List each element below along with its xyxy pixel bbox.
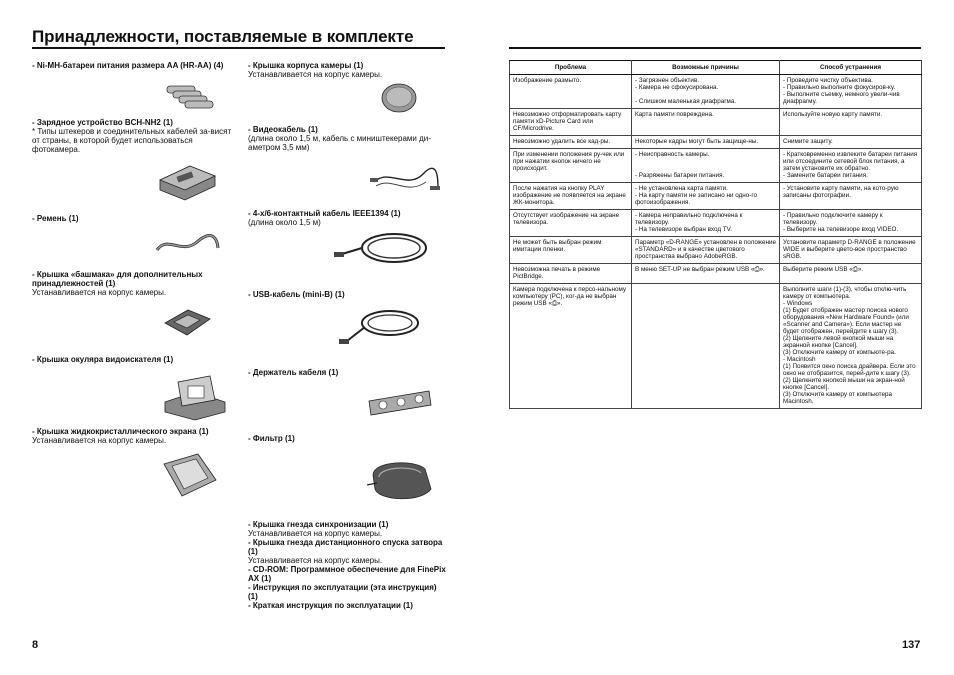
cell-line: (1) Появится окно поиска драйвера. Если это окно не отобразится, перей-дите к шагу (3). <box>783 363 916 377</box>
table-row <box>510 284 922 409</box>
accessory-label: - Зарядное устройство BCH-NH2 (1) <box>32 118 173 127</box>
cell-line: - Загрязнен объектив. <box>635 77 700 84</box>
accessory-label: - USB-кабель (mini-B) (1) <box>248 290 345 299</box>
cell-line: В меню SET-UP не выбран режим USB «⎙». <box>635 266 765 273</box>
cell-line: Некоторые кадры могут быть защище-ны. <box>635 138 759 145</box>
accessory-ieee1394-cable <box>248 209 448 227</box>
cell-fixes <box>780 136 922 149</box>
accessory-note: Устанавливается на корпус камеры. <box>248 529 383 538</box>
table-body <box>510 75 922 409</box>
header-rule <box>509 47 921 49</box>
cell-line: Установите параметр D-RANGE в положение WIDE и выберите цвето-вое пространство sRGB. <box>783 239 916 260</box>
eyepiece-cover-illustration <box>160 372 230 422</box>
cell-causes <box>632 109 780 136</box>
accessory-batteries <box>32 61 232 70</box>
accessory-body-cap <box>248 61 448 79</box>
cell-problem <box>510 109 632 136</box>
cell-line: - Выберите на телевизоре вход VIDEO. <box>783 226 899 233</box>
cell-causes <box>632 264 780 284</box>
header-problem: Проблема <box>510 61 632 75</box>
accessory-label: - CD-ROM: Программное обеспечение для FinePix AX (1) <box>248 565 446 583</box>
cell-fixes <box>780 75 922 109</box>
cell-line: Выполните шаги (1)-(3), чтобы отклю-чить камеру от компьютера. <box>783 286 907 300</box>
cell-line: - Windows <box>783 300 813 307</box>
header-fixes: Способ устранения <box>780 61 922 75</box>
cell-line: Карта памяти повреждена. <box>635 111 714 118</box>
cell-causes <box>632 210 780 237</box>
cell-line: - Проведите чистку объектива. <box>783 77 873 84</box>
accessory-sync-cover <box>248 520 448 538</box>
lcd-cover-illustration <box>158 450 220 500</box>
cell-line: При изменении положения ру-чек или при нажатии кнопок ничего не происходит. <box>513 151 625 172</box>
cell-line <box>635 158 776 165</box>
cell-problem <box>510 264 632 284</box>
cell-fixes <box>780 284 922 409</box>
hotshoe-cover-illustration <box>160 305 215 340</box>
cell-line: - Macintosh <box>783 356 816 363</box>
accessory-label: - Ремень (1) <box>32 214 79 223</box>
troubleshooting-table <box>509 60 922 409</box>
accessory-hotshoe-cover <box>32 270 232 297</box>
cell-line: - На телевизоре выбран вход TV. <box>635 226 732 233</box>
cell-line: - Кратковременно извлеките батареи питания или отсоедините сетевой блок питания, а затем установите их обратно. <box>783 151 918 172</box>
accessory-label: - Ni-MH-батареи питания размера AA (HR-AA) (4) <box>32 61 224 70</box>
strap-illustration <box>152 230 222 260</box>
table-row <box>510 109 922 136</box>
cell-fixes <box>780 149 922 183</box>
accessory-label: - Фильтр (1) <box>248 434 295 443</box>
title-rule <box>32 47 445 49</box>
cable-holder-illustration <box>365 385 435 420</box>
cell-causes <box>632 284 780 409</box>
cell-line: - Правильно выполните фокусиров-ку. <box>783 84 896 91</box>
cell-line: - Разряжены батареи питания. <box>635 172 725 179</box>
cell-line: - Камера неправильно подключена к телевизору. <box>635 212 743 226</box>
page-number: 137 <box>902 639 921 651</box>
header-causes: Возможные причины <box>632 61 780 75</box>
cell-problem <box>510 284 632 409</box>
accessory-label: - Крышка жидкокристаллического экрана (1) <box>32 427 209 436</box>
cell-line: - Неисправность камеры. <box>635 151 710 158</box>
accessory-lcd-cover <box>32 427 232 445</box>
cell-line <box>635 286 776 293</box>
cell-line: - На карту памяти не записано ни одно-го фотоизображения. <box>635 192 758 206</box>
cell-fixes <box>780 237 922 264</box>
table-row <box>510 210 922 237</box>
accessory-label: - 4-х/6-контактный кабель IEEE1394 (1) <box>248 209 401 218</box>
cell-fixes <box>780 264 922 284</box>
accessory-note: Устанавливается на корпус камеры. <box>32 288 167 297</box>
usb-cable-illustration <box>335 305 425 350</box>
accessory-note: Устанавливается на корпус камеры. <box>248 556 383 565</box>
cell-causes <box>632 237 780 264</box>
accessory-label: - Крышка «башмака» для дополнительных принадлежностей (1) <box>32 270 203 288</box>
cell-line: Снимите защиту. <box>783 138 833 145</box>
accessory-label: - Крышка корпуса камеры (1) <box>248 61 364 70</box>
accessory-filter <box>248 434 448 443</box>
table-row <box>510 237 922 264</box>
cell-line: (1) Будет отображен мастер поиска нового оборудования «New Hardware Found» (или «Scanner and Camera»). Если мастер не будет отображен, перейдите к шагу (3). <box>783 307 909 335</box>
ieee1394-cable-illustration <box>332 226 432 268</box>
batteries-illustration <box>165 80 215 110</box>
cell-line: Камера подключена к персо-нальному компьютеру (PC), ког-да не выбран режим USB «⎙». <box>513 286 626 307</box>
accessory-note: (длина около 1,5 м) <box>248 218 321 227</box>
cell-line: (3) Отключите камеру от компьюте-ра. <box>783 349 896 356</box>
cell-line: - Не установлена карта памяти. <box>635 185 728 192</box>
cell-line: - Правильно подключите камеру к телевизору. <box>783 212 883 226</box>
cell-line: Используйте новую карту памяти. <box>783 111 883 118</box>
page-title: Принадлежности, поставляемые в комплекте <box>32 27 414 46</box>
cell-line: После нажатия на кнопку PLAY изображение не появляется на экране ЖК-монитора. <box>513 185 626 206</box>
cell-causes <box>632 75 780 109</box>
accessory-label: - Держатель кабеля (1) <box>248 368 339 377</box>
accessory-quick-guide <box>248 601 448 610</box>
cell-causes <box>632 183 780 210</box>
accessory-note: Устанавливается на корпус камеры. <box>32 436 167 445</box>
table-row <box>510 264 922 284</box>
cell-problem <box>510 210 632 237</box>
body-cap-illustration <box>380 82 418 114</box>
video-cable-illustration <box>368 160 443 200</box>
cell-line: Выберите режим USB «⎙». <box>783 266 864 273</box>
cell-line: (2) Щелкните кнопкой мыши на экран-ной кнопке [Cancel]. <box>783 377 905 391</box>
cell-line: - Слишком маленькая диафрагма. <box>635 98 737 105</box>
table-row <box>510 183 922 210</box>
cell-line: - Замените батареи питания. <box>783 172 868 179</box>
cell-line: - Установите карту памяти, на кото-рую записаны фотографии. <box>783 185 899 199</box>
accessory-label: - Крышка гнезда синхронизации (1) <box>248 520 389 529</box>
accessory-eyepiece-cover <box>32 355 232 364</box>
cell-line <box>635 165 776 172</box>
cell-line: Отсутствует изображение на экране телевизора. <box>513 212 620 226</box>
cell-line: Не может быть выбран режим имитации пленки. <box>513 239 602 253</box>
accessory-cable-holder <box>248 368 448 377</box>
accessory-label: - Видеокабель (1) <box>248 125 318 134</box>
cell-line: - Выполните съемку, немного увели-чив диафрагму. <box>783 91 900 105</box>
cell-line: Невозможно удалить все кад-ры. <box>513 138 611 145</box>
table-header-row <box>510 61 922 75</box>
accessory-cdrom <box>248 565 448 583</box>
table-row <box>510 149 922 183</box>
cell-line: - Камера не сфокусирована. <box>635 84 719 91</box>
cell-fixes <box>780 183 922 210</box>
cell-problem <box>510 136 632 149</box>
right-page <box>477 0 954 675</box>
accessory-remote-cover <box>248 538 448 565</box>
accessory-label: - Краткая инструкция по эксплуатации (1) <box>248 601 413 610</box>
accessory-charger <box>32 118 232 154</box>
accessory-label: - Инструкция по эксплуатации (эта инструкция) (1) <box>248 583 437 601</box>
accessory-label: - Крышка окуляра видоискателя (1) <box>32 355 174 364</box>
accessory-note: Устанавливается на корпус камеры. <box>248 70 383 79</box>
cell-causes <box>632 149 780 183</box>
accessory-manual <box>248 583 448 601</box>
cell-line: Параметр «D-RANGE» установлен в положение «STANDARD» и в качестве цветового пространства выбрано AdobeRGB. <box>635 239 776 260</box>
cell-line <box>635 91 776 98</box>
cell-line: Невозможно отформатировать карту памяти xD-Picture Card или CF/Microdrive. <box>513 111 622 132</box>
cell-fixes <box>780 109 922 136</box>
cell-line: (3) Отключите камеру от компьютера Macintosh. <box>783 391 892 405</box>
accessory-usb-cable <box>248 290 448 299</box>
accessory-note: * Типы штекеров и соединительных кабелей за-висят от страны, в которой будет использоваться фотокамера. <box>32 127 232 154</box>
cell-causes <box>632 136 780 149</box>
cell-problem <box>510 75 632 109</box>
cell-line: Невозможна печать в режиме PictBridge. <box>513 266 601 280</box>
cell-line: (2) Щелкните левой кнопкой мыши на экранной кнопке [Cancel]. <box>783 335 894 349</box>
cell-problem <box>510 183 632 210</box>
cell-problem <box>510 149 632 183</box>
filter-illustration <box>365 455 440 505</box>
cell-fixes <box>780 210 922 237</box>
cell-problem <box>510 237 632 264</box>
table-row <box>510 136 922 149</box>
accessory-label: - Крышка гнезда дистанционного спуска затвора (1) <box>248 538 443 556</box>
charger-illustration <box>155 158 220 203</box>
accessory-video-cable <box>248 125 448 152</box>
page-number: 8 <box>32 639 39 651</box>
cell-line: Изображение размыто. <box>513 77 582 84</box>
accessory-strap <box>32 214 232 223</box>
table-row <box>510 75 922 109</box>
accessory-note: (длина около 1,5 м, кабель с миништекерами ди-аметром 3,5 мм) <box>248 134 431 152</box>
